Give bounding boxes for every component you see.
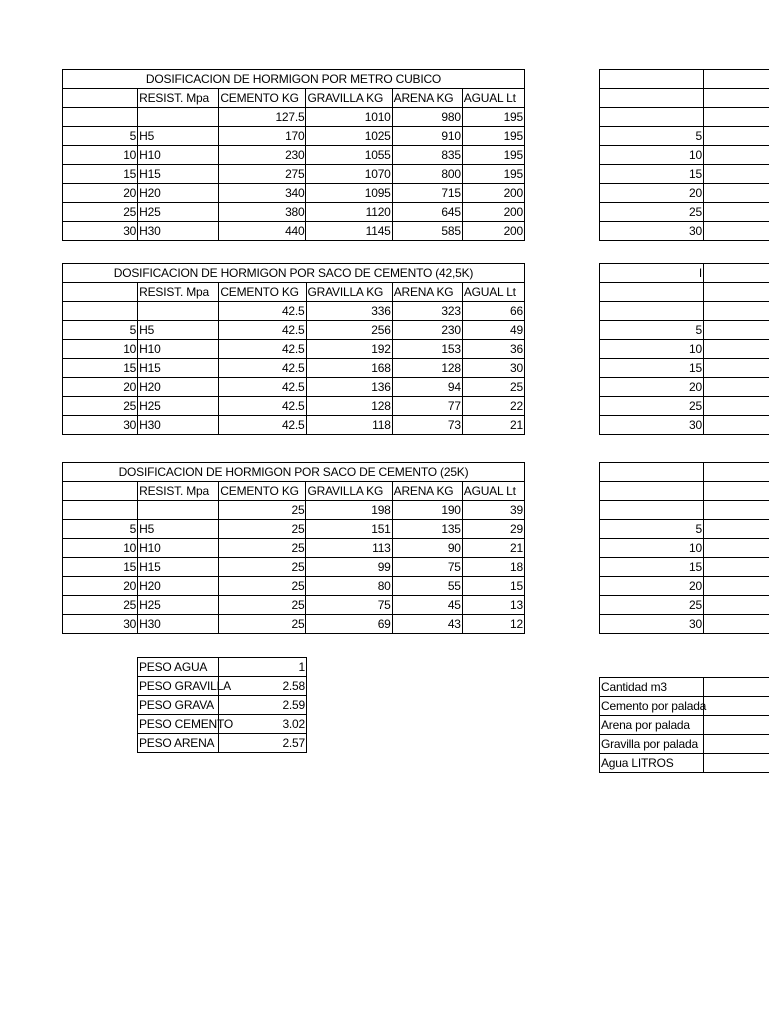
table-cell: 195: [462, 165, 524, 184]
table-cell: 25: [63, 203, 138, 222]
column-header: ARENA KG: [392, 482, 462, 501]
table-cell: 715: [392, 184, 462, 203]
table-row: [63, 203, 525, 222]
table-cell: 136: [306, 378, 392, 397]
table-row: [600, 108, 769, 127]
table-row: [600, 539, 769, 558]
table-cell: [600, 501, 704, 520]
table-cell: 195: [462, 146, 524, 165]
table-row: [600, 146, 769, 165]
table-row: [63, 577, 525, 596]
table-cell: 25: [219, 596, 306, 615]
table-row: [63, 340, 525, 359]
table-cell: H30: [138, 222, 219, 241]
table-row: [63, 321, 525, 340]
table-cell: 5: [600, 321, 704, 340]
dosificacion-saco-25-table: [62, 462, 525, 634]
table-cell: [704, 222, 769, 241]
table-cell: H25: [138, 397, 219, 416]
table-cell: [704, 558, 769, 577]
table-cell: 15: [600, 165, 704, 184]
table-cell: 15: [462, 577, 524, 596]
table-cell: 30: [600, 222, 704, 241]
table-cell: 5: [63, 520, 138, 539]
table-cell: 42.5: [219, 321, 306, 340]
table-cell: 198: [306, 501, 392, 520]
table-cell: 5: [63, 127, 138, 146]
table-cell: 20: [63, 577, 138, 596]
peso-value: 2.58: [219, 677, 307, 696]
right-partial-table-2: [599, 263, 769, 435]
table-cell: [600, 283, 704, 302]
table-row: [63, 520, 525, 539]
table-cell: 910: [392, 127, 462, 146]
peso-value: 2.59: [219, 696, 307, 715]
table-row: [600, 558, 769, 577]
table-cell: [138, 501, 219, 520]
table-cell: [704, 615, 769, 634]
table-cell: 645: [392, 203, 462, 222]
peso-label: PESO AGUA: [138, 658, 219, 677]
table-cell: [704, 735, 769, 754]
peso-label: PESO CEMENTO: [138, 715, 219, 734]
table-cell: 39: [462, 501, 524, 520]
table-cell: 55: [392, 577, 462, 596]
column-header: RESIST. Mpa: [138, 89, 219, 108]
table-cell: H25: [138, 203, 219, 222]
table-cell: 75: [392, 558, 462, 577]
table-cell: 1095: [306, 184, 392, 203]
column-header: ARENA KG: [392, 89, 462, 108]
table-cell: [704, 397, 769, 416]
table-cell: 275: [219, 165, 306, 184]
table-cell: [63, 108, 138, 127]
table-cell: 230: [219, 146, 306, 165]
table-cell: 10: [600, 146, 704, 165]
table-row: [63, 596, 525, 615]
calc-label: Cemento por palada: [600, 697, 704, 716]
table-row: [600, 127, 769, 146]
table-cell: 128: [392, 359, 462, 378]
table-cell: 42.5: [219, 359, 306, 378]
table-cell: 21: [462, 539, 524, 558]
table-cell: [704, 340, 769, 359]
table-cell: 25: [600, 397, 704, 416]
calc-label: Cantidad m3: [600, 678, 704, 697]
table-cell: [704, 501, 769, 520]
calc-label: Agua LITROS: [600, 754, 704, 773]
table-row: [63, 222, 525, 241]
table-cell: 30: [600, 615, 704, 634]
table-cell: 15: [63, 558, 138, 577]
table-cell: 1010: [306, 108, 392, 127]
table-cell: 128: [306, 397, 392, 416]
table-cell: 5: [600, 127, 704, 146]
table-cell: [704, 127, 769, 146]
table-title: DOSIFICACION DE HORMIGON POR SACO DE CEMENTO (42,5K): [63, 264, 525, 283]
table-cell: 340: [219, 184, 306, 203]
table-cell: 200: [462, 222, 524, 241]
table-cell: H5: [138, 520, 219, 539]
table-cell: [704, 697, 769, 716]
table-row: [138, 734, 307, 753]
table-cell: 99: [306, 558, 392, 577]
table-cell: 1025: [306, 127, 392, 146]
table-cell: 170: [219, 127, 306, 146]
table-cell: 18: [462, 558, 524, 577]
table-title: [600, 70, 704, 89]
table-row: [600, 754, 769, 773]
table-row: [600, 482, 769, 501]
table-row: [63, 615, 525, 634]
table-row: [600, 416, 769, 435]
calc-label: Gravilla por palada: [600, 735, 704, 754]
table-row: [600, 697, 769, 716]
table-cell: 42.5: [219, 397, 306, 416]
table-cell: 20: [600, 577, 704, 596]
table-cell: 25: [600, 203, 704, 222]
table-row: [600, 577, 769, 596]
table-row: [138, 677, 307, 696]
table-cell: 1120: [306, 203, 392, 222]
table-row: [138, 696, 307, 715]
table-cell: 25: [600, 596, 704, 615]
table-cell: 42.5: [219, 302, 306, 321]
peso-label: PESO GRAVILLA: [138, 677, 219, 696]
table-cell: 800: [392, 165, 462, 184]
pesos-table: [137, 657, 307, 753]
table-cell: 230: [392, 321, 462, 340]
peso-value: 3.02: [219, 715, 307, 734]
table-cell: 42.5: [219, 416, 306, 435]
table-row: [600, 520, 769, 539]
column-header: CEMENTO KG: [219, 283, 306, 302]
table-cell: H15: [138, 165, 219, 184]
table-cell: 1070: [306, 165, 392, 184]
table-row: [63, 184, 525, 203]
table-cell: 25: [63, 397, 138, 416]
table-cell: H15: [138, 558, 219, 577]
table-cell: H10: [138, 146, 219, 165]
table-cell: [704, 539, 769, 558]
table-row: [63, 146, 525, 165]
table-row: [63, 378, 525, 397]
right-partial-table-3: [599, 462, 769, 634]
table-cell: [704, 359, 769, 378]
table-cell: [600, 302, 704, 321]
table-row: [138, 715, 307, 734]
column-header: ARENA KG: [392, 283, 462, 302]
table-cell: 336: [306, 302, 392, 321]
table-title: DOSIFICACION DE HORMIGON POR METRO CUBICO: [63, 70, 525, 89]
table-cell: 200: [462, 203, 524, 222]
table-row: [63, 416, 525, 435]
calculo-table: [599, 677, 769, 773]
table-cell: 30: [63, 416, 138, 435]
table-row: [63, 127, 525, 146]
table-cell: 30: [63, 615, 138, 634]
table-cell: 20: [600, 184, 704, 203]
column-header: CEMENTO KG: [219, 482, 306, 501]
table-cell: 200: [462, 184, 524, 203]
table-cell: 195: [462, 127, 524, 146]
table-row: [600, 716, 769, 735]
table-cell: [704, 416, 769, 435]
table-cell: [704, 520, 769, 539]
table-cell: [704, 165, 769, 184]
table-cell: 30: [600, 416, 704, 435]
table-cell: 153: [392, 340, 462, 359]
table-cell: 25: [219, 501, 306, 520]
table-cell: [704, 302, 769, 321]
right-partial-table-1: [599, 69, 769, 241]
table-row: [600, 378, 769, 397]
column-header: AGUAL Lt: [462, 283, 524, 302]
table-cell: 113: [306, 539, 392, 558]
table-cell: 20: [63, 184, 138, 203]
table-cell: 10: [63, 539, 138, 558]
table-row: [600, 340, 769, 359]
table-cell: 380: [219, 203, 306, 222]
table-title: [600, 463, 704, 482]
table-row: [600, 283, 769, 302]
table-cell: [63, 89, 138, 108]
table-cell: [704, 89, 769, 108]
table-row: [63, 108, 525, 127]
table-cell: 15: [63, 165, 138, 184]
table-row: [600, 302, 769, 321]
column-header: CEMENTO KG: [219, 89, 306, 108]
table-cell: [704, 716, 769, 735]
table-cell: 30: [63, 222, 138, 241]
table-row: [600, 184, 769, 203]
table-cell: [704, 577, 769, 596]
peso-label: PESO GRAVA: [138, 696, 219, 715]
table-cell: [63, 482, 138, 501]
table-cell: H10: [138, 539, 219, 558]
table-cell: 22: [462, 397, 524, 416]
table-cell: 42.5: [219, 340, 306, 359]
table-title: DOSIFICACION DE HORMIGON POR SACO DE CEMENTO (25K): [63, 463, 525, 482]
table-row: [600, 596, 769, 615]
column-header: GRAVILLA KG: [306, 89, 392, 108]
table-row: [63, 397, 525, 416]
table-cell: 835: [392, 146, 462, 165]
table-cell: 15: [63, 359, 138, 378]
table-cell: [704, 482, 769, 501]
dosificacion-saco-42-table: [62, 263, 525, 435]
table-title: I: [600, 264, 704, 283]
table-cell: 42.5: [219, 378, 306, 397]
table-cell: H5: [138, 321, 219, 340]
table-cell: H25: [138, 596, 219, 615]
table-cell: [704, 678, 769, 697]
table-cell: [704, 184, 769, 203]
table-cell: 256: [306, 321, 392, 340]
table-cell: H20: [138, 184, 219, 203]
table-row: [600, 165, 769, 184]
table-cell: 73: [392, 416, 462, 435]
dosificacion-m3-table: [62, 69, 525, 241]
table-cell: H15: [138, 359, 219, 378]
table-row: [138, 658, 307, 677]
table-cell: 25: [219, 539, 306, 558]
table-row: [600, 678, 769, 697]
column-header: AGUAL Lt: [462, 89, 524, 108]
table-row: [600, 501, 769, 520]
table-cell: 1055: [306, 146, 392, 165]
table-cell: 168: [306, 359, 392, 378]
table-cell: H5: [138, 127, 219, 146]
table-cell: [704, 146, 769, 165]
table-cell: 25: [219, 558, 306, 577]
table-cell: [63, 501, 138, 520]
table-cell: 20: [63, 378, 138, 397]
table-cell: 151: [306, 520, 392, 539]
table-cell: 585: [392, 222, 462, 241]
table-cell: 21: [462, 416, 524, 435]
table-row: [600, 222, 769, 241]
table-row: [63, 558, 525, 577]
table-cell: [63, 302, 138, 321]
table-cell: [704, 378, 769, 397]
table-row: [600, 89, 769, 108]
table-cell: 43: [392, 615, 462, 634]
table-cell: 13: [462, 596, 524, 615]
table-cell: 45: [392, 596, 462, 615]
table-cell: 127.5: [219, 108, 306, 127]
table-cell: 440: [219, 222, 306, 241]
table-cell: 69: [306, 615, 392, 634]
table-row: [63, 302, 525, 321]
table-cell: [704, 203, 769, 222]
table-cell: 80: [306, 577, 392, 596]
table-cell: [704, 283, 769, 302]
table-cell: [600, 108, 704, 127]
table-cell: 192: [306, 340, 392, 359]
table-cell: 10: [63, 340, 138, 359]
table-cell: 25: [219, 520, 306, 539]
table-cell: [600, 482, 704, 501]
table-cell: [704, 596, 769, 615]
table-cell: 25: [63, 596, 138, 615]
table-cell: [704, 108, 769, 127]
table-cell: H30: [138, 416, 219, 435]
table-cell: [704, 321, 769, 340]
table-cell: H30: [138, 615, 219, 634]
table-cell: 323: [392, 302, 462, 321]
table-cell: [138, 108, 219, 127]
table-cell: 1145: [306, 222, 392, 241]
peso-label: PESO ARENA: [138, 734, 219, 753]
table-cell: H10: [138, 340, 219, 359]
table-cell: 135: [392, 520, 462, 539]
table-cell: 90: [392, 539, 462, 558]
table-cell: 25: [219, 615, 306, 634]
table-cell: 66: [462, 302, 524, 321]
column-header: GRAVILLA KG: [306, 283, 392, 302]
table-cell: 118: [306, 416, 392, 435]
table-cell: 94: [392, 378, 462, 397]
table-cell: 36: [462, 340, 524, 359]
table-row: [63, 359, 525, 378]
table-cell: 20: [600, 378, 704, 397]
table-cell: [704, 70, 769, 89]
table-cell: 10: [63, 146, 138, 165]
table-cell: [138, 302, 219, 321]
table-cell: 25: [219, 577, 306, 596]
table-cell: 15: [600, 359, 704, 378]
table-row: [600, 203, 769, 222]
column-header: AGUAL Lt: [462, 482, 524, 501]
table-cell: [704, 264, 769, 283]
peso-value: 1: [219, 658, 307, 677]
table-cell: 30: [462, 359, 524, 378]
table-cell: [704, 754, 769, 773]
peso-value: 2.57: [219, 734, 307, 753]
table-row: [600, 397, 769, 416]
table-cell: 5: [63, 321, 138, 340]
table-cell: 15: [600, 558, 704, 577]
column-header: RESIST. Mpa: [138, 283, 219, 302]
table-cell: [63, 283, 138, 302]
table-cell: 49: [462, 321, 524, 340]
table-cell: [600, 89, 704, 108]
table-row: [600, 321, 769, 340]
table-cell: H20: [138, 378, 219, 397]
table-cell: 10: [600, 340, 704, 359]
table-cell: 195: [462, 108, 524, 127]
table-cell: 75: [306, 596, 392, 615]
table-cell: 77: [392, 397, 462, 416]
table-cell: 10: [600, 539, 704, 558]
table-cell: 12: [462, 615, 524, 634]
column-header: RESIST. Mpa: [138, 482, 219, 501]
table-cell: 25: [462, 378, 524, 397]
column-header: GRAVILLA KG: [306, 482, 392, 501]
table-cell: 5: [600, 520, 704, 539]
table-cell: 29: [462, 520, 524, 539]
table-row: [63, 539, 525, 558]
table-cell: 190: [392, 501, 462, 520]
table-row: [63, 501, 525, 520]
table-cell: [704, 463, 769, 482]
table-row: [600, 359, 769, 378]
table-row: [63, 165, 525, 184]
table-cell: H20: [138, 577, 219, 596]
table-cell: 980: [392, 108, 462, 127]
calc-label: Arena por palada: [600, 716, 704, 735]
table-row: [600, 735, 769, 754]
table-row: [600, 615, 769, 634]
